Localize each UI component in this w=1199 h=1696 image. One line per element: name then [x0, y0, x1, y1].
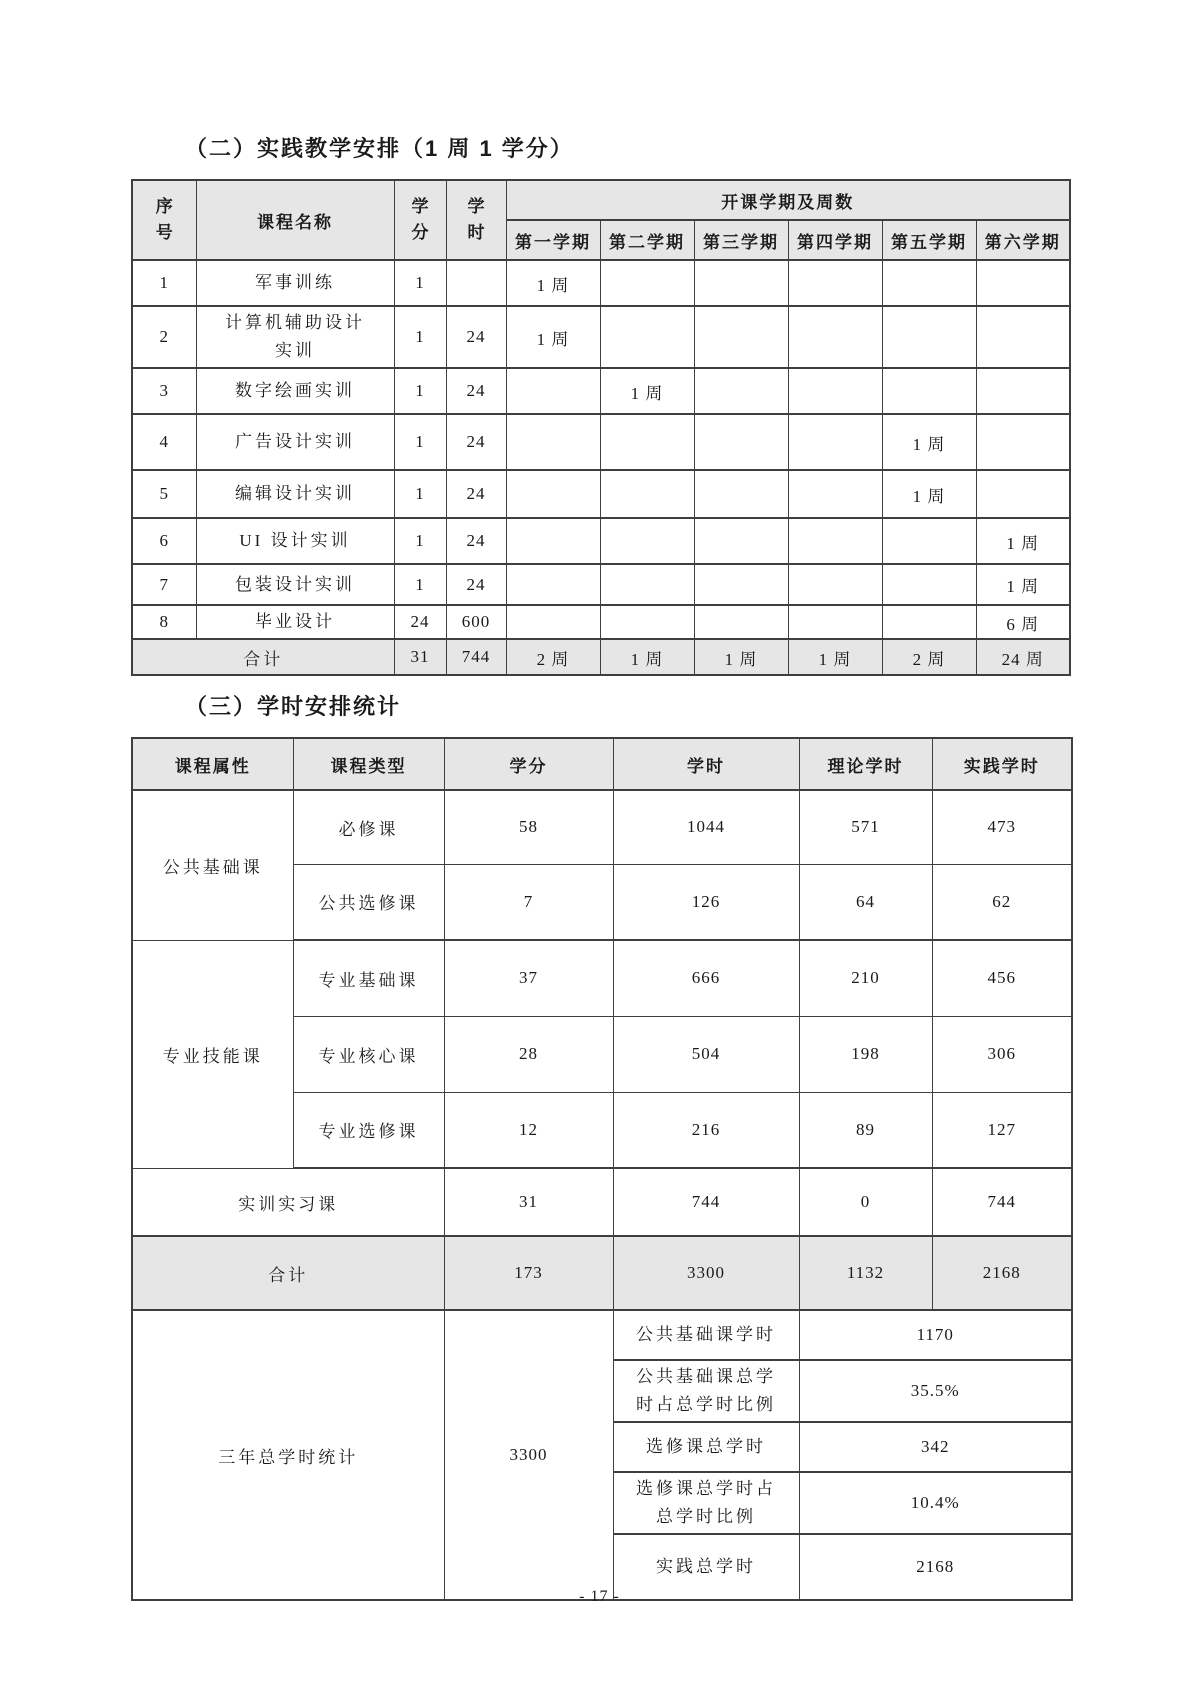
course-name-cell: [196, 414, 394, 470]
total-week-cell: 1 周: [694, 639, 788, 675]
practice-hours-cell: 127: [932, 1092, 1072, 1168]
header-course-type: 课程类型: [293, 738, 444, 790]
total-credit-cell: 31: [394, 639, 446, 675]
practicum-row: [132, 1168, 1072, 1236]
week-cell: [788, 306, 882, 368]
course-name: 数字绘画实训: [235, 381, 355, 401]
week-cell: 1 周: [976, 564, 1070, 605]
course-name-cell: [196, 260, 394, 306]
header-semester-5: 第五学期: [882, 220, 976, 260]
header-semester-3: 第三学期: [694, 220, 788, 260]
week-cell: [600, 605, 694, 639]
week-cell: [600, 306, 694, 368]
summary-item-value-cell: 342: [799, 1422, 1072, 1472]
total-hours-cell: 3300: [613, 1236, 799, 1310]
header-seq-label: 序号: [155, 196, 173, 242]
table-row: [132, 790, 1072, 864]
hours-cell: 24: [446, 564, 506, 605]
credit-cell: 1: [394, 470, 446, 518]
week-cell: [600, 564, 694, 605]
course-type-cell: 必修课: [293, 790, 444, 864]
hours-cell: 24: [446, 414, 506, 470]
practice-hours-cell: 744: [932, 1168, 1072, 1236]
week-cell: [506, 470, 600, 518]
seq-cell: 6: [132, 518, 196, 564]
summary-item-value-cell: 1170: [799, 1310, 1072, 1360]
seq-cell: 1: [132, 260, 196, 306]
hours-cell: 1044: [613, 790, 799, 864]
hours-cell: 126: [613, 864, 799, 940]
table-row: [132, 940, 1072, 1016]
week-cell: [882, 260, 976, 306]
table-row: [132, 414, 1070, 470]
hours-cell: [446, 260, 506, 306]
week-cell: [788, 564, 882, 605]
course-name-cell: [196, 564, 394, 605]
practice-hours-cell: 473: [932, 790, 1072, 864]
total-hours-cell: 744: [446, 639, 506, 675]
course-name: 广告设计实训: [235, 432, 355, 452]
week-cell: [882, 605, 976, 639]
week-cell: 1 周: [600, 368, 694, 414]
summary-item-name: 公共基础课学时: [636, 1325, 776, 1345]
hours-statistics-table: [131, 737, 1073, 1601]
week-cell: [600, 518, 694, 564]
total-row: [132, 639, 1070, 675]
hours-cell: 600: [446, 605, 506, 639]
week-cell: [694, 260, 788, 306]
credit-cell: 31: [444, 1168, 613, 1236]
course-name: 计算机辅助设计实训: [225, 313, 365, 361]
week-cell: [788, 605, 882, 639]
week-cell: [882, 368, 976, 414]
header-course-name: 课程名称: [196, 180, 394, 260]
hours-cell: 24: [446, 368, 506, 414]
week-cell: [788, 518, 882, 564]
header-class-hours: [446, 180, 506, 260]
course-attribute-cell: 公共基础课: [132, 790, 293, 940]
credit-cell: 1: [394, 518, 446, 564]
week-cell: [506, 605, 600, 639]
seq-cell: 4: [132, 414, 196, 470]
table-row: [132, 368, 1070, 414]
course-name: 毕业设计: [255, 612, 335, 632]
practice-teaching-table: [131, 179, 1071, 676]
summary-item-value-cell: 2168: [799, 1534, 1072, 1600]
week-cell: [788, 368, 882, 414]
theory-hours-cell: 210: [799, 940, 932, 1016]
week-cell: [600, 260, 694, 306]
week-cell: [600, 470, 694, 518]
week-cell: [694, 368, 788, 414]
week-cell: 1 周: [976, 518, 1070, 564]
summary-item-name-cell: [613, 1310, 799, 1360]
credit-cell: 12: [444, 1092, 613, 1168]
course-name: 编辑设计实训: [235, 484, 355, 504]
header-seq: [132, 180, 196, 260]
week-cell: [788, 414, 882, 470]
course-name: 包装设计实训: [235, 574, 355, 594]
total-week-cell: 1 周: [788, 639, 882, 675]
week-cell: 6 周: [976, 605, 1070, 639]
practice-hours-cell: 306: [932, 1016, 1072, 1092]
summary-item-name-cell: [613, 1360, 799, 1422]
hours-cell: 24: [446, 470, 506, 518]
week-cell: [882, 306, 976, 368]
week-cell: [694, 564, 788, 605]
header-practice-hours: 实践学时: [932, 738, 1072, 790]
section-2-title: （二）实践教学安排（1 周 1 学分）: [185, 136, 574, 161]
hours-cell: 24: [446, 306, 506, 368]
week-cell: [694, 306, 788, 368]
total-week-cell: 24 周: [976, 639, 1070, 675]
week-cell: [976, 368, 1070, 414]
week-cell: 1 周: [882, 470, 976, 518]
page-number: - 17 -: [579, 1588, 620, 1605]
credit-cell: 1: [394, 414, 446, 470]
header-semester-1: 第一学期: [506, 220, 600, 260]
course-type-cell: 公共选修课: [293, 864, 444, 940]
seq-cell: 5: [132, 470, 196, 518]
week-cell: [882, 564, 976, 605]
theory-hours-cell: 89: [799, 1092, 932, 1168]
course-type-cell: 专业基础课: [293, 940, 444, 1016]
table-row: [132, 564, 1070, 605]
table-row: [132, 605, 1070, 639]
practicum-label-cell: 实训实习课: [132, 1168, 444, 1236]
week-cell: [882, 518, 976, 564]
total-week-cell: 2 周: [882, 639, 976, 675]
seq-cell: 7: [132, 564, 196, 605]
summary-item-name: 实践总学时: [656, 1557, 756, 1577]
summary-total-hours-cell: 3300: [444, 1310, 613, 1600]
week-cell: 1 周: [506, 306, 600, 368]
credit-cell: 37: [444, 940, 613, 1016]
header-credit: [394, 180, 446, 260]
summary-label-cell: [132, 1310, 444, 1600]
week-cell: [694, 518, 788, 564]
course-type-cell: 专业选修课: [293, 1092, 444, 1168]
credit-cell: 1: [394, 306, 446, 368]
theory-hours-cell: 571: [799, 790, 932, 864]
header-semester-4: 第四学期: [788, 220, 882, 260]
hours-cell: 24: [446, 518, 506, 564]
table-row: [132, 260, 1070, 306]
week-cell: [976, 306, 1070, 368]
week-cell: [694, 470, 788, 518]
total-week-cell: 1 周: [600, 639, 694, 675]
course-name-cell: [196, 306, 394, 368]
course-name-cell: [196, 518, 394, 564]
theory-hours-cell: 0: [799, 1168, 932, 1236]
seq-cell: 8: [132, 605, 196, 639]
credit-cell: 1: [394, 368, 446, 414]
summary-label: 三年总学时统计: [218, 1447, 359, 1467]
summary-item-name-cell: [613, 1472, 799, 1534]
header-semester-2: 第二学期: [600, 220, 694, 260]
week-cell: 1 周: [506, 260, 600, 306]
week-cell: [976, 470, 1070, 518]
week-cell: [506, 368, 600, 414]
week-cell: [600, 414, 694, 470]
week-cell: 1 周: [882, 414, 976, 470]
seq-cell: 2: [132, 306, 196, 368]
course-type-cell: 专业核心课: [293, 1016, 444, 1092]
summary-row: [132, 1310, 1072, 1360]
hours-cell: 744: [613, 1168, 799, 1236]
header-credit-label: 学分: [411, 196, 429, 242]
credit-cell: 58: [444, 790, 613, 864]
summary-item-name-cell: [613, 1422, 799, 1472]
course-name-cell: [196, 470, 394, 518]
course-name: UI 设计实训: [239, 531, 351, 551]
total-row: [132, 1236, 1072, 1310]
table-row: [132, 306, 1070, 368]
credit-cell: 1: [394, 564, 446, 605]
summary-item-name: 公共基础课总学时占总学时比例: [636, 1367, 776, 1415]
header-class-hours-label: 学时: [467, 196, 485, 242]
header-theory-hours: 理论学时: [799, 738, 932, 790]
credit-cell: 1: [394, 260, 446, 306]
course-name-cell: [196, 605, 394, 639]
week-cell: [976, 414, 1070, 470]
week-cell: [976, 260, 1070, 306]
hours-cell: 504: [613, 1016, 799, 1092]
week-cell: [506, 564, 600, 605]
header-credit: 学分: [444, 738, 613, 790]
seq-cell: 3: [132, 368, 196, 414]
week-cell: [788, 470, 882, 518]
course-attribute-cell: 专业技能课: [132, 940, 293, 1168]
week-cell: [694, 605, 788, 639]
week-cell: [788, 260, 882, 306]
week-cell: [694, 414, 788, 470]
theory-hours-cell: 198: [799, 1016, 932, 1092]
header-semester-group: 开课学期及周数: [506, 180, 1070, 220]
header-course-attribute: 课程属性: [132, 738, 293, 790]
summary-item-value-cell: 35.5%: [799, 1360, 1072, 1422]
total-theory-hours-cell: 1132: [799, 1236, 932, 1310]
header-semester-6: 第六学期: [976, 220, 1070, 260]
credit-cell: 28: [444, 1016, 613, 1092]
total-week-cell: 2 周: [506, 639, 600, 675]
practice-hours-cell: 62: [932, 864, 1072, 940]
total-label-cell: 合计: [132, 639, 394, 675]
total-credit-cell: 173: [444, 1236, 613, 1310]
table-row: [132, 470, 1070, 518]
table-row: [132, 518, 1070, 564]
page-content: [131, 0, 1083, 1601]
section-3-title: （三）学时安排统计: [185, 694, 402, 720]
hours-cell: 666: [613, 940, 799, 1016]
credit-cell: 24: [394, 605, 446, 639]
course-name-cell: [196, 368, 394, 414]
total-practice-hours-cell: 2168: [932, 1236, 1072, 1310]
week-cell: [506, 518, 600, 564]
theory-hours-cell: 64: [799, 864, 932, 940]
practice-hours-cell: 456: [932, 940, 1072, 1016]
header-hours: 学时: [613, 738, 799, 790]
credit-cell: 7: [444, 864, 613, 940]
week-cell: [506, 414, 600, 470]
summary-item-name: 选修课总学时: [646, 1437, 766, 1457]
summary-item-name: 选修课总学时占总学时比例: [636, 1479, 776, 1527]
summary-item-value-cell: 10.4%: [799, 1472, 1072, 1534]
total-label-cell: 合计: [132, 1236, 444, 1310]
hours-cell: 216: [613, 1092, 799, 1168]
course-name: 军事训练: [255, 272, 335, 292]
